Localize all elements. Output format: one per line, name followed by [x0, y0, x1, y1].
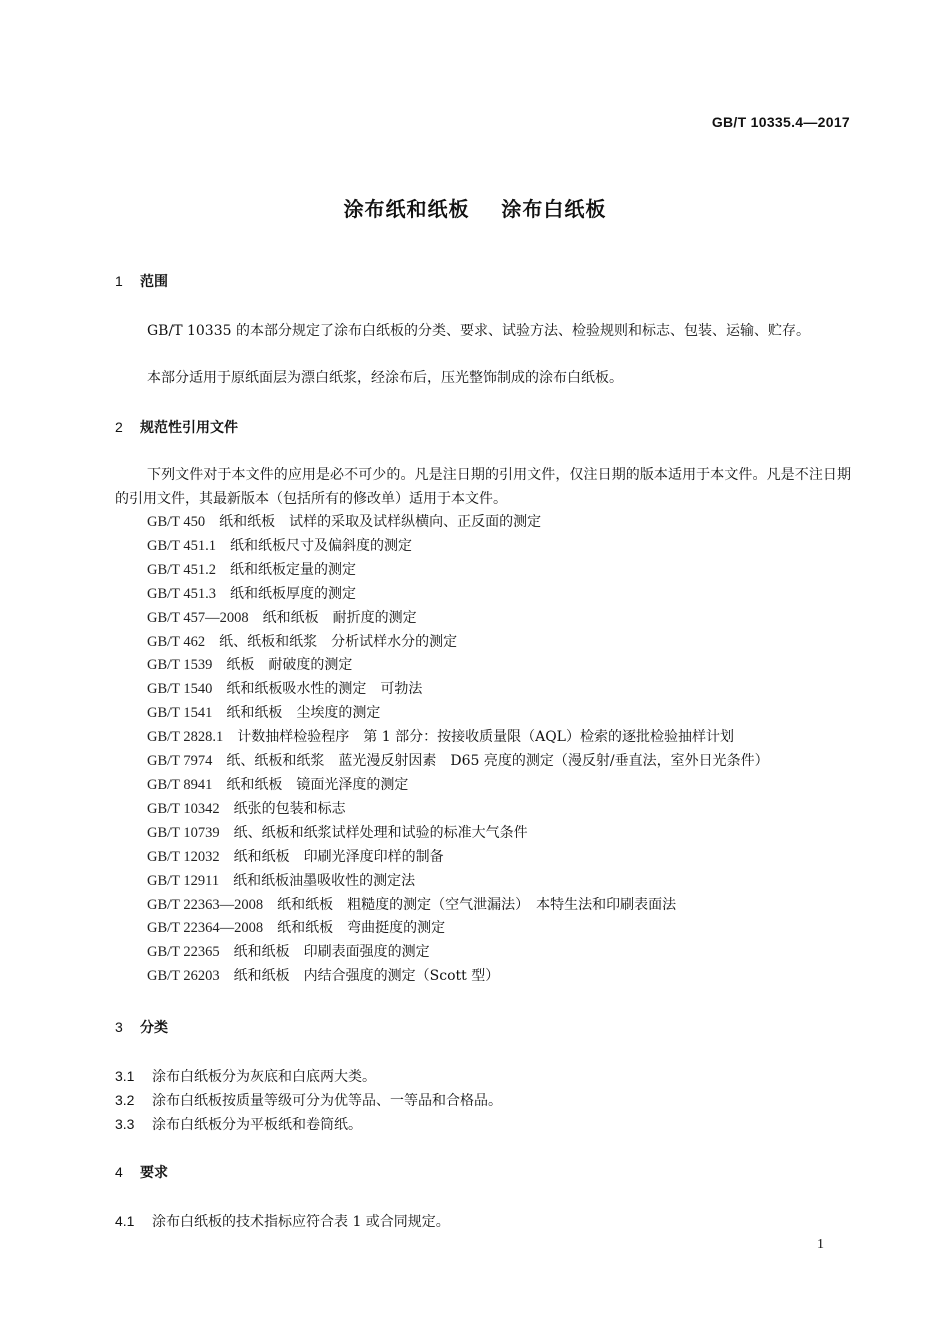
reference-code: GB/T 12911: [147, 872, 220, 889]
clause-3-3: [115, 1114, 362, 1134]
section-number: 3: [115, 1019, 123, 1035]
reference-title: 纸和纸板 印刷表面强度的测定: [233, 944, 430, 961]
reference-title: 纸板 耐破度的测定: [226, 657, 353, 674]
reference-title: 纸和纸板 内结合强度的测定（Scott 型）: [233, 968, 500, 985]
reference-code: GB/T 8941: [147, 776, 213, 793]
reference-title: 纸和纸板厚度的测定: [230, 585, 357, 602]
reference-code: GB/T 451.1: [147, 537, 217, 554]
clause-number: 3.2: [115, 1092, 135, 1108]
clause-number: 3.3: [115, 1116, 135, 1132]
page-number: 1: [817, 1237, 824, 1252]
reference-list: [147, 511, 769, 989]
reference-code: GB/T 10739: [147, 824, 220, 841]
section-number: 2: [115, 419, 123, 435]
clause-4-1: [115, 1211, 450, 1231]
section-heading-normative-references: [115, 417, 238, 437]
section-number: 1: [115, 273, 123, 289]
reference-code: GB/T 22364—2008: [147, 920, 264, 937]
reference-item: [147, 774, 769, 798]
reference-item: [147, 894, 769, 918]
section-heading-requirements: [115, 1162, 168, 1182]
reference-item: [147, 750, 769, 774]
clause-text: 涂布白纸板分为平板纸和卷筒纸。: [152, 1117, 362, 1133]
reference-code: GB/T 451.3: [147, 585, 217, 602]
reference-title: 纸和纸板 粗糙度的测定（空气泄漏法） 本特生法和印刷表面法: [277, 896, 677, 913]
reference-title: 计数抽样检验程序 第 1 部分：按接收质量限（AQL）检索的逐批检验抽样计划: [237, 729, 734, 746]
reference-title: 纸张的包装和标志: [233, 800, 346, 817]
reference-item: [147, 511, 769, 535]
reference-title: 纸、纸板和纸浆 分析试样水分的测定: [219, 633, 458, 650]
reference-item: [147, 846, 769, 870]
clause-text: 涂布白纸板按质量等级可分为优等品、一等品和合格品。: [152, 1093, 502, 1109]
reference-title: 纸和纸板尺寸及偏斜度的测定: [230, 537, 413, 554]
reference-item: [147, 965, 769, 989]
section-number: 4: [115, 1164, 123, 1180]
standard-code: GB/T 10335.4—2017: [711, 114, 850, 130]
reference-code: GB/T 451.2: [147, 561, 217, 578]
reference-code: GB/T 1539: [147, 657, 213, 674]
reference-item: [147, 678, 769, 702]
reference-item: [147, 726, 769, 750]
reference-title: 纸和纸板 镜面光泽度的测定: [226, 776, 409, 793]
reference-item: [147, 870, 769, 894]
reference-title: 纸和纸板吸水性的测定 可勃法: [226, 681, 423, 698]
reference-title: 纸和纸板 弯曲挺度的测定: [277, 920, 446, 937]
reference-item: [147, 654, 769, 678]
reference-code: GB/T 450: [147, 514, 206, 530]
clause-number: 4.1: [115, 1213, 135, 1229]
reference-title: 纸和纸板 尘埃度的测定: [226, 705, 381, 722]
reference-item: [147, 798, 769, 822]
section-title: 规范性引用文件: [140, 420, 238, 436]
reference-item: [147, 822, 769, 846]
reference-item: [147, 941, 769, 965]
reference-code: GB/T 26203: [147, 968, 220, 985]
reference-item: [147, 583, 769, 607]
reference-item: [147, 631, 769, 655]
clause-text: 涂布白纸板分为灰底和白底两大类。: [152, 1069, 376, 1085]
document-title: 涂布纸和纸板 涂布白纸板: [343, 197, 607, 221]
reference-title: 纸和纸板油墨吸收性的测定法: [233, 872, 416, 889]
reference-code: GB/T 7974: [147, 753, 213, 770]
reference-title: 纸、纸板和纸浆试样处理和试验的标准大气条件: [233, 824, 528, 841]
reference-item: [147, 559, 769, 583]
scope-paragraph-2: 本部分适用于原纸面层为漂白纸浆，经涂布后，压光整饰制成的涂布白纸板。: [147, 370, 623, 386]
reference-title: 纸和纸板 试样的采取及试样纵横向、正反面的测定: [219, 514, 542, 530]
reference-title: 纸和纸板 印刷光泽度印样的制备: [233, 848, 444, 865]
section-heading-classification: [115, 1017, 168, 1037]
reference-item: [147, 607, 769, 631]
reference-title: 纸和纸板 耐折度的测定: [262, 609, 417, 626]
reference-code: GB/T 2828.1: [147, 729, 224, 746]
clause-number: 3.1: [115, 1068, 135, 1084]
reference-code: GB/T 12032: [147, 848, 220, 865]
reference-item: [147, 535, 769, 559]
reference-title: 纸、纸板和纸浆 蓝光漫反射因素 D65 亮度的测定（漫反射/垂直法，室外日光条件）: [226, 753, 769, 770]
reference-item: [147, 702, 769, 726]
clause-3-1: [115, 1066, 376, 1086]
reference-code: GB/T 1540: [147, 681, 213, 698]
references-intro: 下列文件对于本文件的应用是必不可少的。凡是注日期的引用文件，仅注日期的版本适用于本文件。凡是不注日期的引用文件，其最新版本（包括所有的修改单）适用于本文件。: [115, 467, 851, 507]
clause-3-2: [115, 1090, 502, 1110]
scope-paragraph-1: GB/T 10335 的本部分规定了涂布白纸板的分类、要求、试验方法、检验规则和标志、包装、运输、贮存。: [147, 323, 810, 339]
reference-code: GB/T 22365: [147, 944, 220, 961]
section-title: 范围: [140, 274, 168, 290]
clause-text: 涂布白纸板的技术指标应符合表 1 或合同规定。: [152, 1214, 450, 1230]
reference-code: GB/T 457—2008: [147, 609, 249, 626]
reference-code: GB/T 10342: [147, 800, 220, 817]
section-heading-scope: [115, 271, 168, 291]
section-title: 分类: [140, 1020, 168, 1036]
reference-code: GB/T 462: [147, 633, 206, 650]
reference-title: 纸和纸板定量的测定: [230, 561, 357, 578]
reference-code: GB/T 1541: [147, 705, 213, 722]
reference-code: GB/T 22363—2008: [147, 896, 264, 913]
section-title: 要求: [140, 1165, 168, 1181]
reference-item: [147, 917, 769, 941]
